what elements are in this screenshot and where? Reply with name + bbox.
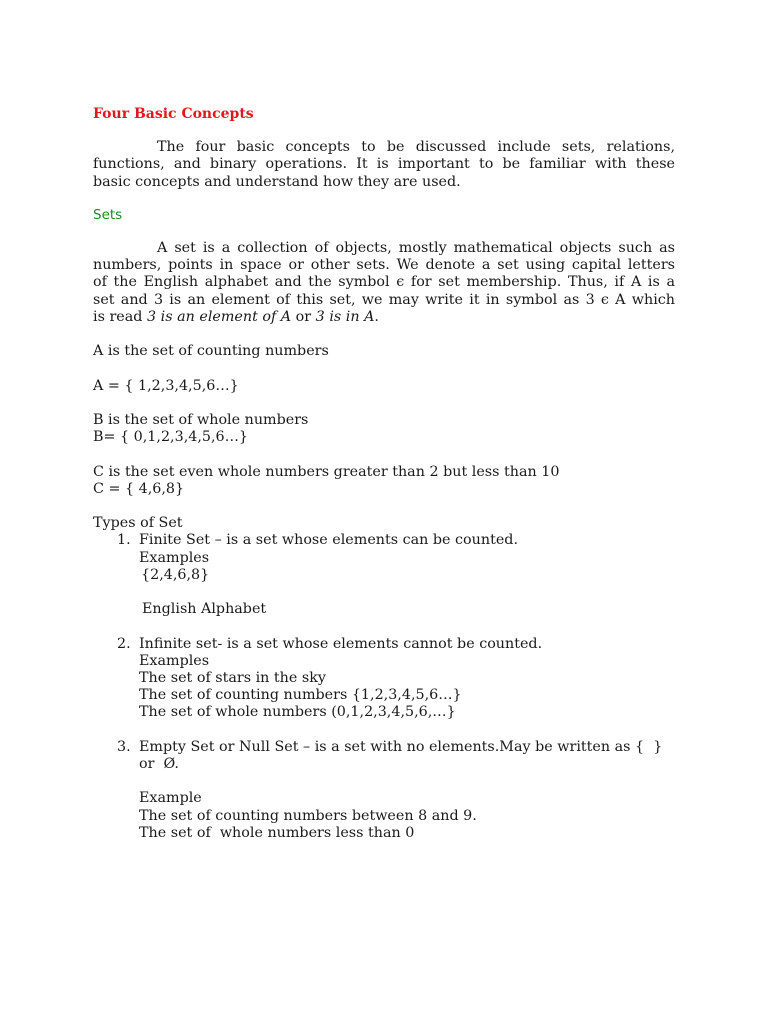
- examples-label: Examples: [139, 652, 210, 669]
- set-c-definition: C = { 4,6,8}: [93, 480, 185, 497]
- set-a-description: A is the set of counting numbers: [93, 343, 329, 360]
- type-label: or Ø.: [139, 755, 179, 772]
- sets-text: is read: [93, 308, 147, 325]
- example-item: The set of counting numbers {1,2,3,4,5,6…}: [139, 687, 462, 704]
- example-item: The set of whole numbers (0,1,2,3,4,5,6,…}: [139, 704, 456, 721]
- example-item: {2,4,6,8}: [141, 566, 210, 583]
- sets-text: .: [374, 308, 379, 325]
- example-item: English Alphabet: [142, 601, 267, 618]
- types-list: [93, 532, 675, 842]
- list-number: 2.: [117, 635, 131, 652]
- document-title: Four Basic Concepts: [93, 106, 254, 122]
- section-heading-sets: Sets: [93, 206, 123, 223]
- sets-line: of the English alphabet and the symbol ϵ for set membership. Thus, if A is a: [93, 274, 675, 291]
- list-number: 1.: [117, 532, 131, 549]
- sets-text: or: [291, 308, 316, 325]
- intro-paragraph: [93, 139, 675, 191]
- list-item: [93, 532, 675, 635]
- example-item: The set of whole numbers less than 0: [139, 824, 415, 841]
- intro-line: functions, and binary operations. It is important to be familiar with these: [93, 156, 675, 173]
- sets-line: A set is a collection of objects, mostly mathematical objects such as: [157, 240, 675, 257]
- sets-line: set and 3 is an element of this set, we may write it in symbol as 3 ϵ A which: [93, 291, 675, 308]
- examples-label: Examples: [139, 549, 210, 566]
- set-c-description: C is the set even whole numbers greater than 2 but less than 10: [93, 463, 560, 480]
- list-item: [93, 739, 675, 842]
- example-label: Example: [139, 790, 202, 807]
- intro-line: basic concepts and understand how they are used.: [93, 173, 461, 190]
- type-label: Infinite set- is a set whose elements cannot be counted.: [139, 635, 543, 652]
- type-label: Empty Set or Null Set – is a set with no elements.May be written as { }: [139, 738, 663, 755]
- intro-line: The four basic concepts to be discussed include sets, relations,: [157, 139, 675, 156]
- set-a-definition: A = { 1,2,3,4,5,6…}: [93, 377, 239, 394]
- sets-italic-text: 3 is an element of A: [146, 308, 292, 325]
- set-b-definition: B= { 0,1,2,3,4,5,6…}: [93, 429, 249, 446]
- example-item: The set of stars in the sky: [139, 669, 326, 686]
- sets-line: numbers, points in space or other sets. We denote a set using capital letters: [93, 257, 675, 274]
- sets-italic-text: 3 is in A: [315, 308, 375, 325]
- sets-line-last: [93, 309, 675, 326]
- document-page: [93, 106, 675, 842]
- list-number: 3.: [117, 738, 131, 755]
- sets-paragraph: [93, 240, 675, 326]
- type-label: Finite Set – is a set whose elements can be counted.: [139, 532, 518, 549]
- list-item: [93, 636, 675, 739]
- types-heading: Types of Set: [93, 515, 183, 532]
- example-item: The set of counting numbers between 8 and 9.: [139, 807, 477, 824]
- set-b-description: B is the set of whole numbers: [93, 412, 309, 428]
